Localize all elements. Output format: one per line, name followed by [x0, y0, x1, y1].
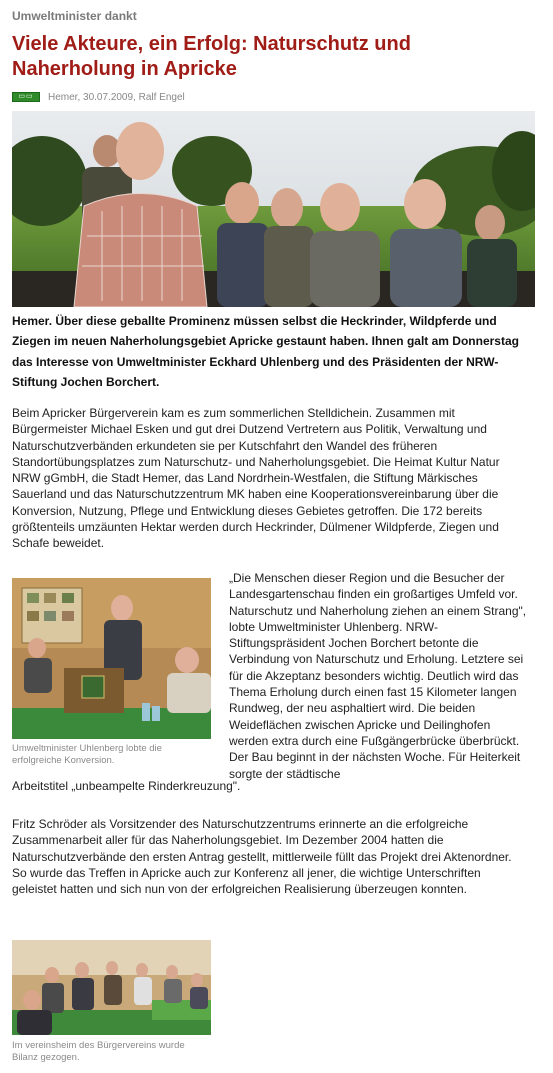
article-lead: Hemer. Über diese geballte Prominenz müssen selbst die Heckrinder, Wildpferde und Ziegen im neuen Naherholungsgebiet Apricke gestaunt haben. Ihnen galt am Donnerstag das Interesse von Umweltminister Eckhard Uhlenberg und des Präsidenten der NRW-Stiftung Jochen Borchert. — [12, 314, 519, 389]
byline — [12, 91, 185, 103]
meeting-photo — [12, 940, 211, 1035]
photo-caption-3: Im vereinsheim des Bürgervereins wurde Bilanz gezogen. — [12, 1040, 185, 1063]
article-kicker: Umweltminister dankt — [12, 9, 137, 23]
article-paragraph-2: „Die Menschen dieser Region und die Besucher der Landesgartenschau finden ein großartiges Umfeld vor. Naturschutz und Naherholung ziehen an einem Strang", lobte Umweltminister Uhlenberg. NRW-Stiftungspräsident Jochen Borchert betonte die Verbindung von Naturschutz und Erholung. Letztere sei für die Akzeptanz besonders wichtig. Deutlich wird das Thema Erholung durch einen fast 15 Kilometer langen Rundweg, der neu asphaltiert wird. Die beiden Weideflächen zwischen Apricke und Deilinghofen werden extra durch eine Fußgängerbrücke überbrückt. Der Bau beginnt in der nächsten Woche. Für Heiterkeit sorgte der städtische — [229, 571, 527, 781]
article-paragraph-3: Fritz Schröder als Vorsitzender des Naturschutzzentrums erinnerte an die erfolgreiche Zusammenarbeit aller für das Naherholungsgebiet. Im Dezember 2004 hatten die Naturschutzverbände den ersten Antrag gestellt, mittlerweile füllt das Projekt drei Aktenordner. So wurde das Treffen in Apricke auch zur Konferenz all jener, die wichtige Unterschriften geleistet hatten und sich nun von der erfolgreichen Realisierung überzeugen konnten. — [12, 817, 512, 897]
article-headline: Viele Akteure, ein Erfolg: Naturschutz und Naherholung in Apricke — [12, 33, 411, 80]
source-logo-icon: ▭▭ — [12, 92, 40, 102]
article-paragraph-1: Beim Apricker Bürgerverein kam es zum sommerlichen Stelldichein. Zusammen mit Bürgermeister Michael Esken und gut drei Dutzend Vertretern aus Politik, Verwaltung und Naturschutzverbänden erkundeten sie per Kutschfahrt den Wandel des früheren Standortübungsplatzes zum Naturschutz- und Naherholungsgebiet. Die Heimat Kultur Natur NRW gGmbH, die Stadt Hemer, das Land Nordrhein-Westfalen, die Stiftung Märkisches Sauerland und das Naturschutzzentrum MK haben eine Kooperationsvereinbarung über die Konversion, Nutzung, Pflege und Entwicklung dieses Gebietes getroffen. Die 172 bereits größtenteils umzäunten Hektar werden durch Heckrinder, Dülmener Wildpferde, Ziegen und Schafe beweidet. — [12, 406, 500, 551]
byline-text: Hemer, 30.07.2009, Ralf Engel — [48, 91, 185, 103]
hero-photo — [12, 111, 535, 307]
photo-caption-2: Umweltminister Uhlenberg lobte die erfolgreiche Konversion. — [12, 743, 162, 766]
lectern-photo — [12, 578, 211, 739]
article-paragraph-2-end: Arbeitstitel „unbeampelte Rinderkreuzung". — [12, 779, 241, 793]
